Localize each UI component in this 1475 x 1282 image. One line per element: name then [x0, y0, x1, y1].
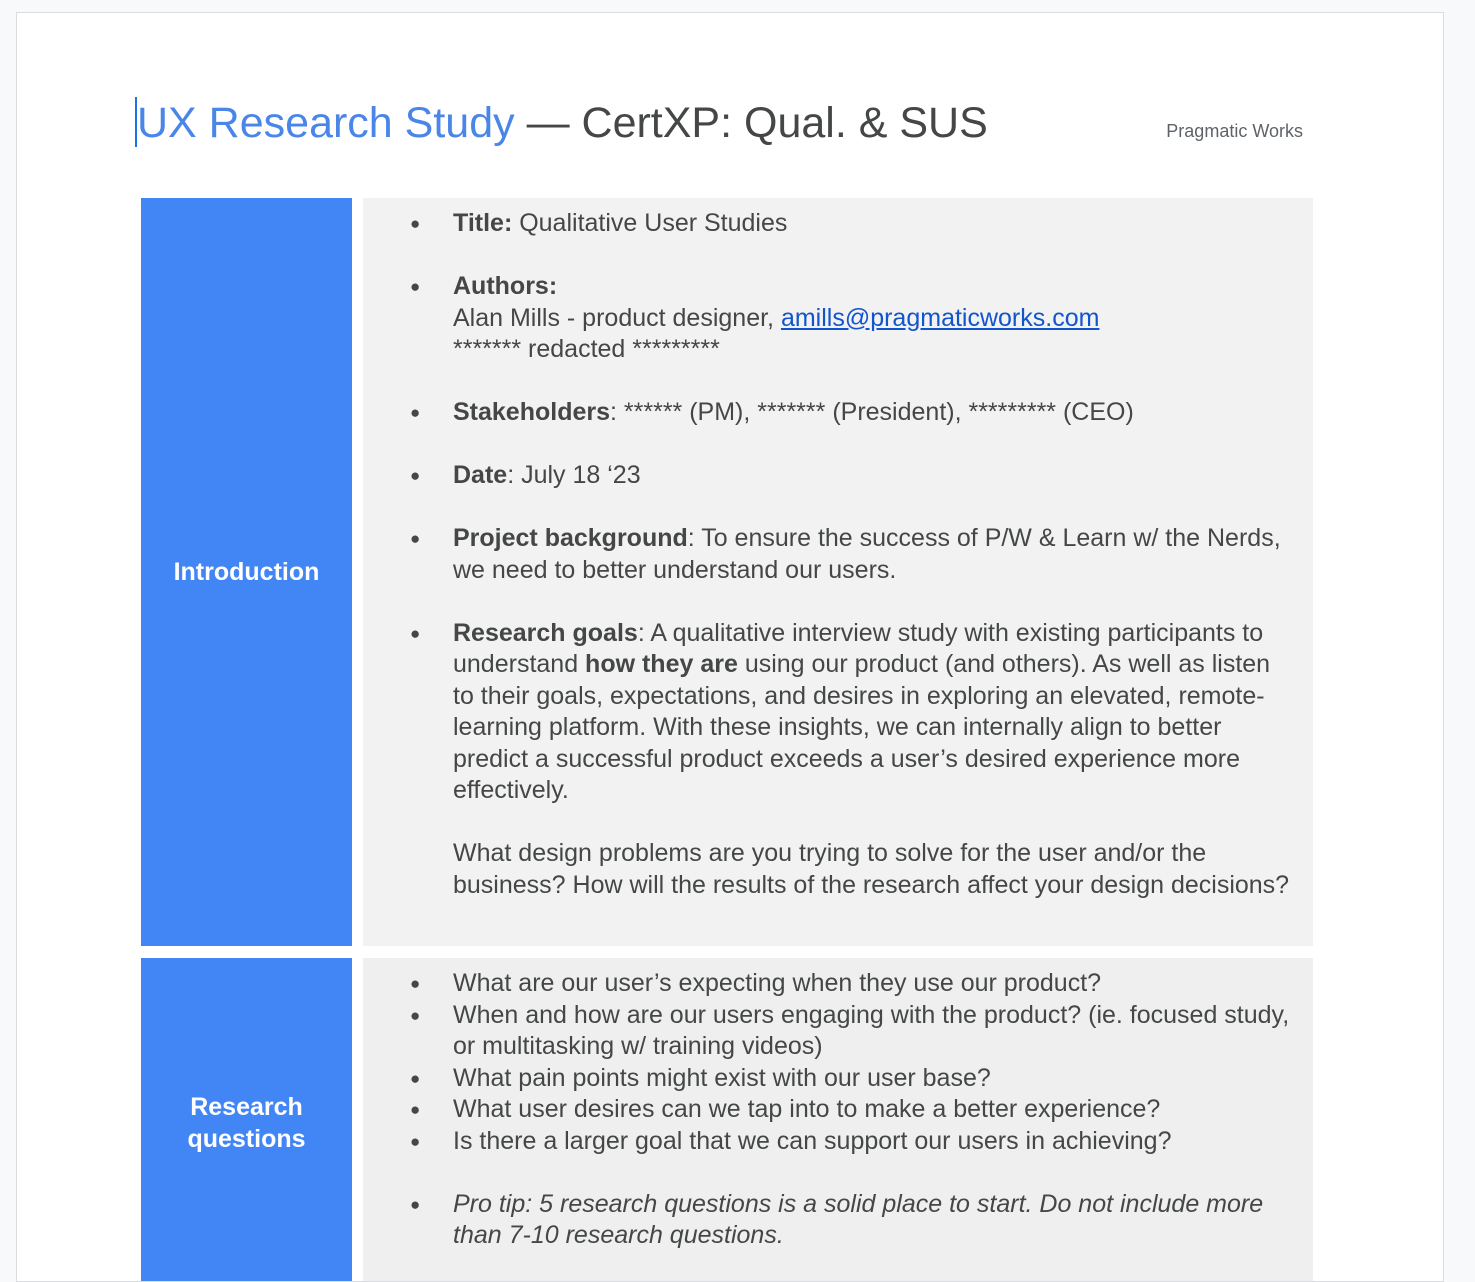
author-1-name: Alan Mills - product designer,	[453, 303, 781, 332]
pro-tip: ● Pro tip: 5 research questions is a solid place to start. Do not include more than 7-10 research questions.	[453, 1189, 1297, 1252]
title-accent: UX Research Study	[137, 99, 515, 147]
list-item-background	[453, 523, 1297, 586]
author-email-link[interactable]: amills@pragmaticworks.com	[780, 303, 1100, 332]
introduction-label: Introduction	[141, 198, 352, 946]
document-title[interactable]	[137, 95, 988, 151]
list-item-goals	[453, 618, 1297, 902]
title-field-label: Title:	[453, 209, 513, 237]
author-line-1	[453, 303, 1297, 335]
background-field-value: : To ensure the success of P/W & Learn w/ the Nerds, we need to better understand our users.	[453, 524, 1281, 584]
list-item: ● What user desires can we tap into to make a better experience?	[453, 1094, 1297, 1126]
list-item: ● When and how are our users engaging with the product? (ie. focused study, or multitasking w/ training videos)	[453, 1000, 1297, 1063]
date-field-value: : July 18 ‘23	[507, 461, 641, 489]
list-item-date	[453, 460, 1297, 492]
goals-question: What design problems are you trying to solve for the user and/or the business? How will the results of the research affect your design decisions?	[453, 839, 1290, 899]
document-page[interactable]	[16, 12, 1444, 1282]
background-field-label: Project background	[453, 524, 688, 552]
goals-text-bold: how they are	[585, 650, 738, 678]
date-field-label: Date	[453, 461, 508, 489]
title-rest: — CertXP: Qual. & SUS	[514, 99, 988, 147]
research-questions-list	[453, 968, 1297, 1252]
goals-field-label: Research goals	[453, 618, 638, 647]
list-item: ● What are our user’s expecting when they use our product?	[453, 968, 1297, 1000]
list-item-authors	[453, 271, 1297, 366]
introduction-content[interactable]	[363, 198, 1313, 946]
list-item: ● What pain points might exist with our user base?	[453, 1063, 1297, 1095]
research-questions-content[interactable]	[363, 958, 1313, 1282]
company-name: Pragmatic Works	[1166, 121, 1303, 141]
introduction-list	[453, 208, 1297, 901]
research-questions-label: Research questions	[141, 958, 352, 1282]
list-item-title	[453, 208, 1297, 240]
title-field-value: Qualitative User Studies	[512, 209, 788, 237]
stakeholders-field-label: Stakeholders	[453, 398, 611, 426]
research-questions-section	[141, 958, 1313, 1282]
introduction-section	[141, 198, 1313, 946]
goals-text-1: : A qualitative interview study with existing participants to understand	[453, 618, 1264, 678]
authors-field-label: ● Authors:	[453, 272, 558, 300]
stakeholders-field-value: : ****** (PM), ******* (President), ********* (CEO)	[610, 398, 1134, 426]
list-item-stakeholders	[453, 397, 1297, 429]
list-item: ● Is there a larger goal that we can support our users in achieving?	[453, 1126, 1297, 1158]
goals-text-2: using our product (and others). As well as listen to their goals, expectations, and desires in exploring an elevated, remote-learning platform. With these insights, we can internally align to better predict a successful product exceeds a user’s desired experience more effectively.	[453, 650, 1271, 804]
author-line-2: ******* redacted *********	[453, 335, 720, 363]
